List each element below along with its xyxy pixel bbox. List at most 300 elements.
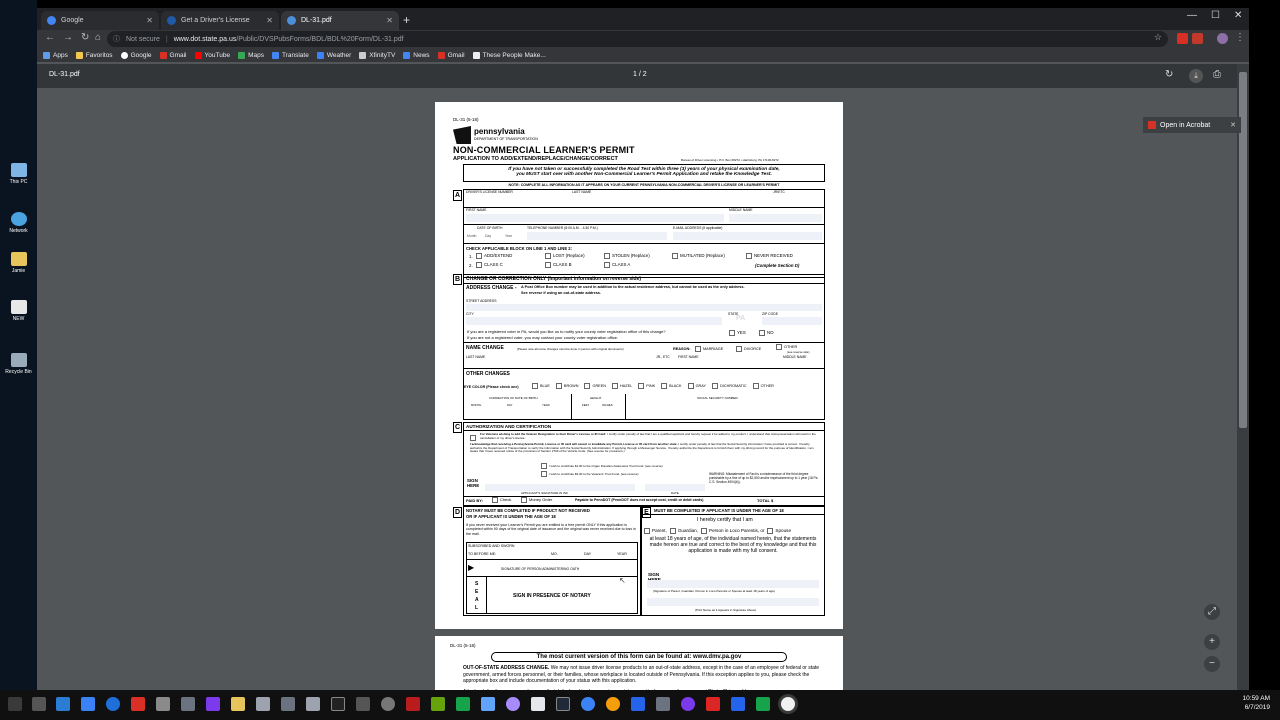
option-label: CLASS C xyxy=(484,262,503,268)
page-icon xyxy=(473,52,480,59)
warning-box xyxy=(463,164,825,182)
browser-window xyxy=(37,8,1249,690)
name-change-note: (Please note all name changes must be done in person with original documents) xyxy=(517,347,624,351)
clock-time: 10:59 AM xyxy=(1242,695,1270,702)
app-icon[interactable] xyxy=(456,697,470,711)
guardian-signature-field[interactable] xyxy=(647,580,819,588)
eye-color-options xyxy=(532,383,774,389)
divider xyxy=(463,224,825,225)
option-label: BROWN xyxy=(563,384,579,388)
eye-green-checkbox[interactable] xyxy=(584,383,606,389)
option-label: LOST (Replace) xyxy=(553,253,585,259)
file-explorer-icon[interactable] xyxy=(231,697,245,711)
news-icon xyxy=(403,52,410,59)
height-inches: INCHES xyxy=(602,403,613,407)
dob-year-placeholder: Year xyxy=(505,234,512,238)
google-favicon-icon xyxy=(47,16,56,25)
first-name-field[interactable] xyxy=(466,214,724,222)
zip-label: ZIP CODE xyxy=(762,312,778,316)
option-label: NEVER RECEIVED xyxy=(754,253,793,259)
dob-label: DATE OF BIRTH xyxy=(477,226,503,230)
info-icon[interactable]: ⓘ xyxy=(113,36,120,43)
paid-money-order-checkbox[interactable] xyxy=(521,497,552,503)
tab-title: Google xyxy=(61,17,84,24)
paid-by-label: PAID BY: xyxy=(466,498,483,503)
option-label: BLACK xyxy=(669,384,682,388)
eye-blue-checkbox[interactable] xyxy=(532,383,550,389)
department-name: DEPARTMENT OF TRANSPORTATION xyxy=(474,137,538,141)
total-label: TOTAL $ xyxy=(757,498,774,503)
address-change-heading: ADDRESS CHANGE - xyxy=(466,285,517,291)
street-label: STREET ADDRESS xyxy=(466,299,497,303)
option-label: STOLEN (Replace) xyxy=(612,253,650,259)
bookmark-label: News xyxy=(413,51,430,59)
forward-button[interactable]: → xyxy=(63,32,73,43)
xfinity-icon xyxy=(359,52,366,59)
close-icon[interactable]: ✕ xyxy=(386,16,393,25)
bureau-address: Bureau of Driver Licensing • P.O. Box 68272 • Harrisburg, PA 17106-8272 xyxy=(681,158,779,162)
relationship-options xyxy=(644,528,791,534)
complete-section-d-note: (Complete Section D) xyxy=(755,263,800,268)
desktop-icon-label: This PC xyxy=(9,179,28,185)
warning-line-1: If you have not taken or successfully completed the Road Test within three (3) years of your physical examination date, xyxy=(508,167,780,172)
bookmark-xfinitytv[interactable] xyxy=(359,52,395,59)
address-note: A Post Office Box number may be used in addition to the actual residence address, but cannot be used as the only address. xyxy=(521,285,745,289)
mutilated-checkbox[interactable] xyxy=(672,253,725,259)
home-button[interactable]: ⌂ xyxy=(95,32,102,43)
bookmark-label: XfinityTV xyxy=(369,51,396,59)
close-icon[interactable]: ✕ xyxy=(266,16,273,25)
app-icon[interactable] xyxy=(381,697,395,711)
app-icon[interactable] xyxy=(406,697,420,711)
sign-in-presence-label: SIGN IN PRESENCE OF NOTARY xyxy=(513,593,591,599)
option-label: NO xyxy=(767,330,774,336)
app-icon[interactable] xyxy=(81,697,95,711)
desktop-icon-label: Network xyxy=(9,228,28,234)
option-label: I wish to contribute $1.00 to the Organ Donation Awareness Trust Fund. (see reverse) xyxy=(549,463,663,468)
browser-toolbar xyxy=(37,30,1249,48)
pdf-page-1 xyxy=(435,102,843,629)
computer-icon xyxy=(11,163,27,177)
bookmark-label: YouTube xyxy=(204,51,231,59)
street-field[interactable] xyxy=(466,304,822,311)
bookmark-translate[interactable] xyxy=(272,52,309,59)
seal-label: SEAL xyxy=(475,581,479,611)
close-icon[interactable]: ✕ xyxy=(1230,122,1236,129)
open-in-acrobat-button[interactable] xyxy=(1143,117,1241,133)
chrome-icon[interactable] xyxy=(781,697,795,711)
print-icon[interactable]: ⎙ xyxy=(1213,69,1221,80)
open-in-acrobat-label: Open in Acrobat xyxy=(1160,121,1211,129)
last-name-label: LAST NAME xyxy=(572,190,592,194)
site-favicon-icon xyxy=(167,16,176,25)
weather-icon xyxy=(317,52,324,59)
option-label: DICHROMATIC xyxy=(720,384,747,388)
bookmarks-bar xyxy=(37,48,1249,62)
option-label: CLASS B xyxy=(553,262,572,268)
eye-pink-checkbox[interactable] xyxy=(638,383,655,389)
acrobat-icon[interactable] xyxy=(131,697,145,711)
nc-jr-label: JR., ETC xyxy=(656,355,670,359)
system-clock[interactable] xyxy=(1243,694,1270,712)
voter-yes-checkbox[interactable] xyxy=(729,330,746,336)
nc-first-name-label: FIRST NAME xyxy=(678,355,699,359)
veteran-heading: For Veterans wishing to add the Veteran Designation to their Driver's License or ID Card: xyxy=(480,432,607,436)
line-1-label: 1. xyxy=(469,254,473,259)
pdf-toolbar xyxy=(37,64,1249,88)
divider xyxy=(463,342,825,343)
divider xyxy=(463,496,825,497)
form-number: DL-31 (5-18) xyxy=(453,117,479,122)
tab-title: DL-31.pdf xyxy=(301,17,332,24)
other-changes-heading: OTHER CHANGES xyxy=(466,371,510,377)
profile-avatar-icon[interactable] xyxy=(1217,33,1228,44)
divider xyxy=(463,283,825,284)
state-value: PA xyxy=(736,315,746,322)
app-icon[interactable] xyxy=(156,697,170,711)
email-field[interactable] xyxy=(673,232,822,240)
bookmark-news[interactable] xyxy=(403,52,429,59)
globe-favicon-icon xyxy=(287,16,296,25)
first-name-label: FIRST NAME xyxy=(466,208,487,212)
app-icon[interactable] xyxy=(281,697,295,711)
section-d-label: D xyxy=(454,509,461,516)
line-2-label: 2. xyxy=(469,263,473,268)
form-note: NOTE: COMPLETE ALL INFORMATION AS IT APPEARS ON YOUR CURRENT PENNSYLVANIA NON-COMMERCIAL DRIVER'S LICENSE OR LEARNER'S PERMIT xyxy=(508,183,780,187)
divider xyxy=(625,394,626,420)
class-b-checkbox[interactable] xyxy=(545,262,572,268)
tab-google[interactable] xyxy=(41,11,159,30)
divorce-checkbox[interactable] xyxy=(736,346,761,352)
maps-icon xyxy=(238,52,245,59)
bookmark-maps[interactable] xyxy=(238,52,264,59)
section-e-heading: MUST BE COMPLETED IF APPLICANT IS UNDER THE AGE OF 18 xyxy=(654,508,784,513)
dob-day-placeholder: Day xyxy=(485,234,492,238)
google-icon xyxy=(121,52,128,59)
applicant-date-field[interactable] xyxy=(645,484,705,491)
warning-line-2: you MUST start over with another Non-Commercial Learner's Permit Application and retake the Knowledge Test. xyxy=(516,172,772,177)
bookmark-google[interactable] xyxy=(121,52,152,59)
phone-field[interactable] xyxy=(527,232,667,240)
last-name-field[interactable] xyxy=(572,197,770,205)
option-label: YES xyxy=(737,330,746,336)
bookmark-favoritos[interactable] xyxy=(76,52,113,59)
option-label: I wish to contribute $3.00 to the Veterans' Trust Fund. (see reverse) xyxy=(549,471,639,476)
url-host: www.dot.state.pa.us xyxy=(173,35,237,43)
document-icon xyxy=(11,300,27,314)
eye-other-checkbox[interactable] xyxy=(753,383,774,389)
acrobat-extension-icon[interactable] xyxy=(1177,33,1188,44)
bookmark-label: Maps xyxy=(248,51,264,59)
translate-icon xyxy=(272,52,279,59)
section-b-heading: CHANGE OR CORRECTION ONLY (Important information on reverse side) xyxy=(466,276,642,282)
jr-etc-label: JR/ETC xyxy=(773,190,785,194)
dob-month-placeholder: Month xyxy=(467,234,477,238)
clock-date: 6/7/2019 xyxy=(1244,704,1270,711)
app-icon[interactable] xyxy=(681,697,695,711)
spouse-checkbox[interactable] xyxy=(767,528,791,534)
divider xyxy=(466,559,638,560)
back-button[interactable]: ← xyxy=(45,32,55,43)
notary-day: DAY xyxy=(584,552,592,556)
marriage-checkbox[interactable] xyxy=(695,346,723,352)
phone-label: TELEPHONE NUMBER (8:00 A.M. - 4:30 P.M.) xyxy=(527,226,598,230)
tab-dl31-pdf[interactable] xyxy=(281,11,399,30)
gmail-icon xyxy=(160,52,167,59)
applicant-signature-field[interactable] xyxy=(485,484,635,491)
section-d-text: If you never received your Learner's Permit you are entitled to a free permit ONLY if this application is completed within 90 days of the original date of issuance and the original was never received due to loss in the mail. xyxy=(466,523,636,536)
dl-number-label: DRIVER'S LICENSE NUMBER xyxy=(466,190,513,194)
zoom-in-button[interactable]: + xyxy=(1204,634,1220,650)
eye-brown-checkbox[interactable] xyxy=(556,383,579,389)
bookmark-label: Favoritos xyxy=(85,51,113,59)
app-icon[interactable] xyxy=(431,697,445,711)
oath-signature-label: SIGNATURE OF PERSON ADMINISTERING OATH xyxy=(501,567,580,571)
option-label: MARRIAGE xyxy=(703,347,724,351)
nc-middle-name-label: MIDDLE NAME xyxy=(783,355,807,359)
name-change-heading: NAME CHANGE xyxy=(466,345,504,351)
network-icon xyxy=(11,212,27,226)
middle-name-label: MIDDLE NAME xyxy=(729,208,753,212)
eye-dichromatic-checkbox[interactable] xyxy=(712,383,747,389)
nc-last-name-label: LAST NAME xyxy=(466,355,486,359)
divider xyxy=(486,576,487,614)
guardian-print-label: (Print Name as it Appears in Signature Above) xyxy=(695,608,757,612)
height-label: HEIGHT xyxy=(590,396,602,400)
option-label: CLASS A xyxy=(612,262,631,268)
calculator-icon[interactable] xyxy=(531,697,545,711)
section-a-label: A xyxy=(454,192,461,199)
apps-grid-icon xyxy=(43,52,50,59)
search-icon[interactable] xyxy=(32,697,46,711)
vertical-scrollbar[interactable] xyxy=(1237,64,1249,690)
bookmark-these-people[interactable] xyxy=(473,52,546,59)
guardian-print-name-field[interactable] xyxy=(647,598,819,606)
loco-parentis-checkbox[interactable] xyxy=(701,528,764,534)
notary-year: YEAR xyxy=(617,552,627,556)
veteran-text xyxy=(480,433,820,440)
edge-icon[interactable] xyxy=(106,697,120,711)
steam-icon[interactable] xyxy=(556,697,570,711)
voter-no-checkbox[interactable] xyxy=(759,330,774,336)
option-label: BLUE xyxy=(540,384,550,388)
state-name: pennsylvania xyxy=(474,127,525,136)
bookmark-label: These People Make... xyxy=(482,51,546,59)
app-icon[interactable] xyxy=(256,697,270,711)
payable-note: Payable to PennDOT (PennDOT does not accept cost, credit or debit cards) xyxy=(575,498,704,502)
menu-icon[interactable]: ⋮ xyxy=(1235,32,1245,43)
tab-title: Get a Driver's License xyxy=(181,17,250,24)
page-indicator: 1 / 2 xyxy=(633,71,647,78)
bookmark-gmail-2[interactable] xyxy=(438,52,465,59)
misstatement-warning: WARNING: Misstatement of Fact is a misdemeanor of the third degree punishable by a fine of up to $2,500 and/or imprisonment up to 1 year (18 Pa. C.S. Section 4904(b)). xyxy=(709,472,819,484)
section-b-label: B xyxy=(454,276,461,283)
dob-correction-label: CORRECTION OF DATE OF BIRTH xyxy=(489,396,538,400)
download-icon[interactable]: ⤓ xyxy=(1189,69,1203,83)
app-icon[interactable] xyxy=(731,697,745,711)
mouse-cursor-icon: ↖ xyxy=(619,576,626,585)
reload-button[interactable]: ↻ xyxy=(81,32,90,43)
acrobat-icon xyxy=(1148,121,1156,129)
app-icon[interactable] xyxy=(206,697,220,711)
folder-icon xyxy=(76,52,83,59)
recycle-bin-icon xyxy=(11,353,27,367)
divider xyxy=(463,368,825,369)
eye-color-label: EYE COLOR (Please check one) xyxy=(464,385,519,389)
email-label: E-MAIL ADDRESS (if applicable) xyxy=(673,226,723,230)
dob-correction-month: MONTH xyxy=(471,403,482,407)
eye-hazel-checkbox[interactable] xyxy=(612,383,632,389)
security-status: Not secure xyxy=(126,35,160,43)
oos-heading: OUT-OF-STATE ADDRESS CHANGE. xyxy=(463,665,550,671)
section-d-heading-2: OR IF APPLICANT IS UNDER THE AGE OF 18 xyxy=(466,514,556,519)
rotate-icon[interactable]: ↻ xyxy=(1165,69,1174,80)
middle-name-field[interactable] xyxy=(729,214,822,222)
out-of-state-paragraph xyxy=(463,665,827,685)
option-label: GRAY xyxy=(695,384,707,388)
desktop-icon-network[interactable] xyxy=(0,212,37,234)
divider xyxy=(641,514,825,515)
guardian-checkbox[interactable] xyxy=(670,528,698,534)
bookmark-gmail[interactable] xyxy=(160,52,187,59)
new-tab-button[interactable]: + xyxy=(403,13,411,27)
veterans-fund-checkbox[interactable] xyxy=(541,471,638,477)
applicant-signature-label: APPLICANT'S SIGNATURE IN INK xyxy=(521,491,569,495)
guardian-sign-here: SIGN xyxy=(648,572,660,577)
ssn-label: SOCIAL SECURITY NUMBER xyxy=(697,396,738,400)
address-bar[interactable]: ⓘ Not secure | www.dot.state.pa.us/Public/DVSPubsForms/BDL/BDL%20Form/DL-31.pdf ☆ xyxy=(107,31,1168,47)
divider xyxy=(571,394,572,420)
option-label: Person in Loco Parentis, or xyxy=(709,528,765,534)
form-number: DL-31 (5-18) xyxy=(450,643,476,648)
never-received-checkbox[interactable] xyxy=(746,253,793,259)
reason-label: REASON: xyxy=(673,347,691,351)
gmail-icon xyxy=(438,52,445,59)
app-icon[interactable] xyxy=(756,697,770,711)
app-icon[interactable] xyxy=(656,697,670,711)
url-path: /Public/DVSPubsForms/BDL/BDL%20Form/DL-31.pdf xyxy=(236,35,404,43)
divider xyxy=(463,243,825,244)
divider xyxy=(463,430,825,431)
desktop-icon-jamie[interactable] xyxy=(0,252,37,274)
veteran-checkbox[interactable] xyxy=(470,435,476,441)
class-a-checkbox[interactable] xyxy=(604,262,630,268)
app-icon[interactable] xyxy=(506,697,520,711)
lost-checkbox[interactable] xyxy=(545,253,585,259)
desktop-icon-new[interactable] xyxy=(0,300,37,322)
app-icon[interactable] xyxy=(706,697,720,711)
desktop-icon-label: NEW xyxy=(12,316,25,322)
section-e-label: E xyxy=(642,507,651,518)
bookmark-star-icon[interactable]: ☆ xyxy=(1153,32,1162,42)
eye-black-checkbox[interactable] xyxy=(661,383,681,389)
veteran-body: I certify under penalty of law that I am a qualified applicant and hereby request it be added to my product. I understand that misrepresentation will result in the cancellation of my driver's license. xyxy=(480,432,816,440)
stolen-checkbox[interactable] xyxy=(604,253,650,259)
height-feet: FEET xyxy=(582,403,590,407)
dob-correction-year: YEAR xyxy=(542,403,550,407)
ack-heading: I acknowledge that receiving a Pennsylvania Permit, License or ID card will cancel or invalidate any Permit, License or ID card from another state. xyxy=(470,442,678,446)
guardian-signature-label: (Signature of Parent, Guardian, Person in Loco Parentis or Spouse at least 18 years of age) xyxy=(653,589,775,593)
eye-gray-checkbox[interactable] xyxy=(688,383,706,389)
option-label: MUTILATED (Replace) xyxy=(680,253,725,259)
parent-checkbox[interactable] xyxy=(644,528,667,534)
pdf-viewer xyxy=(37,88,1237,690)
folder-icon xyxy=(11,252,27,266)
form-title: NON-COMMERCIAL LEARNER'S PERMIT xyxy=(453,145,635,155)
add-extend-checkbox[interactable] xyxy=(476,253,512,259)
class-c-checkbox[interactable] xyxy=(476,262,503,268)
app-icon[interactable] xyxy=(481,697,495,711)
bookmark-apps[interactable] xyxy=(43,52,68,59)
certify-text: I hereby certify that I am xyxy=(697,517,753,523)
window-close-button[interactable]: ✕ xyxy=(1234,10,1243,21)
penndot-keystone-logo-icon xyxy=(453,126,471,144)
desktop-icon-this-pc[interactable] xyxy=(0,163,37,185)
section-c-label: C xyxy=(454,424,461,431)
tab-bar xyxy=(37,8,1249,30)
youtube-icon xyxy=(195,52,202,59)
zip-field[interactable] xyxy=(762,317,822,325)
close-icon[interactable]: ✕ xyxy=(146,16,153,25)
option-label: OTHER xyxy=(760,384,774,388)
divider xyxy=(463,207,825,208)
divider xyxy=(466,576,638,577)
option-label: Spouse xyxy=(775,528,792,534)
option-label: OTHER xyxy=(784,345,798,349)
app-icon[interactable] xyxy=(306,697,320,711)
dob-correction-day: DAY xyxy=(507,403,513,407)
desktop xyxy=(0,0,37,690)
app-icon[interactable] xyxy=(581,697,595,711)
tab-drivers-license[interactable] xyxy=(161,11,279,30)
app-icon[interactable] xyxy=(631,697,645,711)
arrow-right-icon: ▶ xyxy=(468,563,475,572)
bookmark-label: Gmail xyxy=(169,51,187,59)
option-label: Money Order xyxy=(529,497,553,503)
app-icon[interactable] xyxy=(181,697,195,711)
maximize-button[interactable]: ☐ xyxy=(1211,10,1220,21)
other-reason-note: (see reverse side) xyxy=(787,350,810,354)
pdf-page-2 xyxy=(435,636,843,696)
bookmark-youtube[interactable] xyxy=(195,52,231,59)
desktop-icon-recycle-bin[interactable] xyxy=(0,353,37,375)
app-icon[interactable] xyxy=(331,697,345,711)
app-icon[interactable] xyxy=(56,697,70,711)
bookmark-label: Google xyxy=(130,51,152,59)
oos-body: We may not issue driver license products to an out-of-state address, except in the case of an employee of federal or state government, armed forces personnel, or their families, whose workplace is located outside of Pennsylvania. If this exception applies to you, please check the appropriate box and include documentation of your status with this application. xyxy=(463,665,820,684)
bookmark-label: Gmail xyxy=(447,51,465,59)
minimize-button[interactable]: — xyxy=(1187,10,1197,21)
option-label: Guardian, xyxy=(677,528,698,534)
app-icon[interactable] xyxy=(356,697,370,711)
state-label: STATE xyxy=(728,312,739,316)
organ-donation-checkbox[interactable] xyxy=(541,463,663,469)
city-label: CITY xyxy=(466,312,474,316)
zoom-out-button[interactable]: − xyxy=(1204,656,1220,672)
city-field[interactable] xyxy=(466,317,722,325)
current-version-banner: The most current version of this form can be found at: www.dmv.pa.gov xyxy=(491,652,787,662)
app-icon[interactable] xyxy=(606,697,620,711)
fit-page-button[interactable]: ⤢ xyxy=(1204,604,1220,620)
extension-icon[interactable] xyxy=(1192,33,1203,44)
paid-check-checkbox[interactable] xyxy=(492,497,511,503)
bookmark-weather[interactable] xyxy=(317,52,351,59)
dl-number-field[interactable] xyxy=(466,197,566,205)
bookmark-label: Apps xyxy=(53,51,68,59)
ack-body: I certify under penalty of law that the Social Security information I have provided is correct. I hereby authorize the Department of Transportation to verify the information with the Social Security Administration. If applying through a Messenger Service, I hereby authorize the Department to furnish them with my driving record for the purpose of Identification. I am aware that I have received notice of the provisions of Section 3709 of the Vehicle Code. (See reverse for provisions.) xyxy=(470,442,814,453)
section-d-heading-1: NOTARY MUST BE COMPLETED IF PRODUCT NOT RECEIVED xyxy=(466,508,590,513)
start-icon[interactable] xyxy=(8,697,22,711)
